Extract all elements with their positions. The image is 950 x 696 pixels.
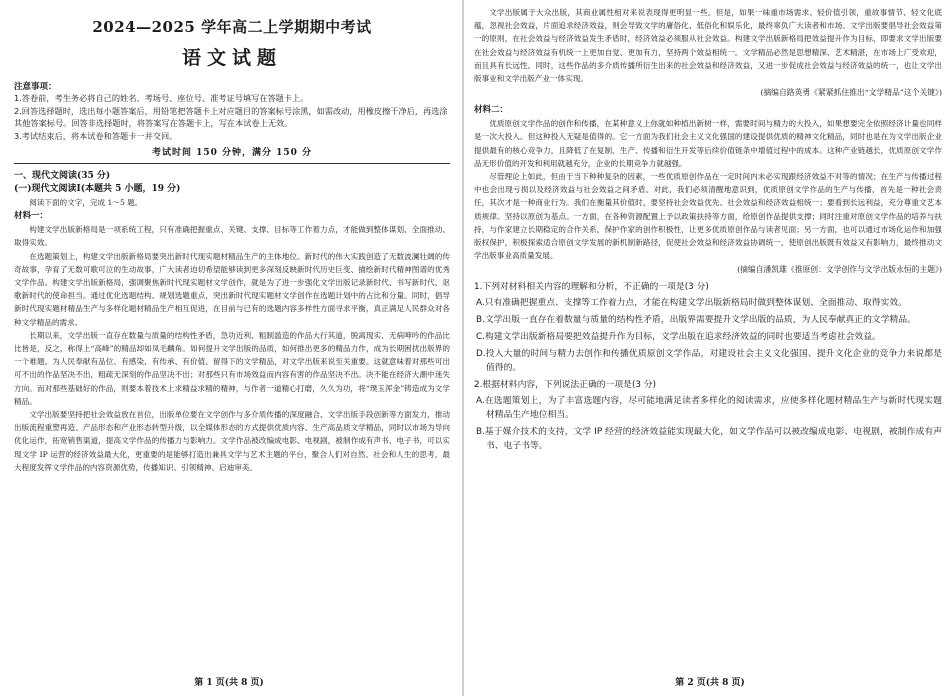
source-citation: (摘编自潘凯雄《推原创：文学创作与文学出版永恒的主题》) [737,265,942,275]
subject-title: 语文试题 [181,47,282,69]
page-footer: 第 2 页(共 8 页) [675,678,745,688]
source-citation: (摘编自路英勇《紧紧抓住推出“文学精品”这个关键》) [760,88,942,98]
answer-option: A.只有准确把握重点、支撑等工作着力点，才能在构建文学出版新格局时做到整体谋划、全面推动、取得实效。 [476,298,907,309]
answer-option: B.基于媒介技术的支持，文学 IP 经营的经济效益能实现最大化，如文学作品可以被改编成电影、电视剧，被制作成有声书、电子书等。 [476,427,942,452]
answer-option: A.在选题策划上，为了丰富选题内容，尽可能地满足读者多样化的阅读需求，应使多样化题材精品生产与新时代现实题材精品生产地位相当。 [476,396,942,421]
question-stem: 2.根据材料内容，下列说法正确的一项是(3 分) [474,380,656,391]
passage-paragraph: 文学出版要坚持把社会效益放在首位，出版单位要在文学创作与多介质传播的深度融合、文学出版手段创新等方面发力，推动出版流程重塑再造、产品形态和产业形态转型升级，以全媒体形态的方式提供优质内容、生产高品质文学精品，同时以市场为导向优化运作，拓宽销售渠道，提高文学作品的传播力与影响力。文学作品被改编成电影、电视剧，被制作成有声书、电子书，可以实现文学 IP 运营的经济效益最大化，更重要的是能够打造出兼具文学与艺术主题的平台，聚合人们对自然、社会和人生的思考，最大程度发挥文学作品的内容资源优势，传播知识、引领精神、启迪审美。 [14,410,450,472]
exam-title: 2024—2025 学年高二上学期期中考试 [92,18,372,36]
passage-paragraph: 优质原创文学作品的创作和传播，在某种意义上你就如种植出新树一样，需要时间与精力的大投入，如果想要完全依照经济计量也同样是一次大投入。但这种投入无疑是值得的。它一方面为我们社会主义文化强国的建设提供优质的精神文化精品，同时也是在为文学出版企业提供最有的核心竞争力，且降低了在复制、生产、传播和衍生开发等后续价值链条中增值过程中的成本。这种产业链越长，优质原创文学作品无形价值的开发和利用就越充分，企业的长期竞争力就越强。 [474,119,942,168]
section-heading: 一、现代文阅读(35 分) [14,171,111,181]
page-1 [0,0,458,696]
answer-option: D.投入大量的时间与精力去创作和传播优质原创文学作品，对建设社会主义文化强国、提升文化企业的竞争力来说都是值得的。 [476,349,942,374]
question-stem: 1.下列对材料相关内容的理解和分析，不正确的一项是(3 分) [474,282,709,293]
material-label: 材料一： [14,211,49,222]
page-gutter [462,0,464,696]
passage-paragraph: 尽管理论上如此，但由于当下种种复杂的因素，一些优质原创作品在一定时间内未必实现跟经济效益不对等的情况；在生产与传播过程中也会出现亏损以及经济效益与社会效益之间矛盾。对此，我们必须清醒地意识到，优质原创文学作品的生产与传播，首先是一种社会责任，其次才是一种商业行为。我们在衡量其价值时，要坚持社会效益优先、社会效益和经济效益相统一；要看到长远利益，充分尊重文艺本质规律。坚持以原创为基点。一方面，在各种资源配置上予以政策扶持等方面，给原创作品提供支撑；同时注重对原创文学作品的培养与扶持，与作家建立长期稳定的合作关系，保护作家的创作积极性，让更多优质原创作品与读者见面；另一方面，也可以通过市场化运作和加强版权保护，积极探索适合原创文学发展的新机制新路径，促使社会效益和经济效益协调统一，使原创出版既有效益又有影响力，最终推动文学出版事业高质量发展。 [474,172,942,261]
answer-option: B.文学出版一直存在着数量与质量的结构性矛盾，出版界需要提升文学出版的品质，为人民奉献真正的文学精品。 [476,315,916,326]
passage-paragraph: 长期以来，文学出版一直存在数量与质量的结构性矛盾，急功近利、粗制滥造的作品大行其道，脱离现实、无病呻吟的作品比比皆是，反之，称得上“高峰”的精品却如凤毛麟角。如何提升文学出版的品质，如何推出更多的精品力作，成为长期困扰出版界的一个难题。为人民奉献有品位、有感染、有传承、有价值、留得下的文学精品，对文学出版来说至关重要。这就意味着对那些可出可不出的作品坚决不出，粗疏无深刻的作品坚决不出；对那些只有市场效益而内容有害的作品坚决不出。决不能在经济大潮中迷失方向。而对那些基础好的作品，则要本着技术上求精益求精的精神，与作者一道精心打磨，久久为功，将“璞玉浑金”铸造成为文学精品。 [14,330,450,406]
passage-paragraph: 文学出版属于大众出版，其商业属性相对来说表现得更明显一些。但是，如果一味重市场需求、轻价值引领，重故事情节、轻文化底蕴，忽视社会效益，片面追求经济效益，则会导致文学的庸俗化、低俗化和娱乐化，最终辜负广大读者和市场。文学出版要倡导社会效益第一的原则，在社会效益与经济效益发生矛盾时，经济效益必须服从社会效益。构建文学出版新格局把效益提升作为目标，即要求文学出版要在社会效益与经济效益有机统一上更加自觉、更加有力，坚持两个效益相统一。文学精品必然是思想精深、艺术精湛，在市场上广受欢迎，而且具有长远性。同时，这些作品的多介质传播所衍生出来的社会效益和经济效益，又进一步促成社会效益与经济效益的统一，也让文学出版事业和文学出版产业一体实现。 [474,8,942,84]
instruction: 阅读下面的文字，完成 1～5 题。 [29,198,143,207]
notice-heading: 注意事项： [14,82,57,92]
material-label: 材料二： [474,105,509,116]
notice-item: 3.考试结束后，将本试卷和答题卡一并交回。 [14,130,178,141]
passage-paragraph: 在选题策划上，构建文学出版新格局要突出新时代现实题材精品生产的主体地位。新时代的伟大实践创造了无数波澜壮阔的传奇故事，孕育了无数可歌可泣的生动故事，广大读者迫切希望能够读到更多深刻反映新时代历史巨变、描绘新时代精神图谱的优秀文学作品。构建文学出版新格局，强调聚焦新时代现实题材文学创作，就是为了进一步强化文学出版记录新时代、书写新时代、讴歌新时代的使命担当。通过优化选题结构、规划选题重点，突出新时代现实题材文学创作在选题计划中的占比和分量。同时，倡导新时代现实题材精品生产与多样化题材精品生产相互促进，在目前与已有的选题内容多样性方面寻求平衡，真正满足人民群众对各种文学精品的需求。 [14,251,450,327]
page-2 [470,0,950,696]
passage-paragraph: 构建文学出版新格局是一项系统工程，只有准确把握重点、关键、支撑、目标等工作着力点，才能做到整体谋划、全面推动、取得实效。 [14,225,450,248]
subsection-heading: (一)现代文阅读Ⅰ(本题共 5 小题，19 分) [14,184,181,194]
exam-time: 考试时间 150 分钟，满分 150 分 [151,148,313,158]
page-footer: 第 1 页(共 8 页) [194,678,264,688]
notice-item: 2.回答选择题时，选出每小题答案后，用铅笔把答题卡上对应题目的答案标号涂黑，如需改动，用橡皮擦干净后，再选涂其他答案标号。回答非选择题时，将答案写在答题卡上，写在本试卷上无效。 [14,105,448,128]
answer-option: C.构建文学出版新格局要把效益提升作为目标，文学出版在追求经济效益的同时也要适当考虑社会效益。 [476,332,881,343]
divider [14,163,450,164]
notice-item: 1.答卷前，考生务必将自己的姓名、考场号、座位号、准考证号填写在答题卡上。 [14,93,309,103]
